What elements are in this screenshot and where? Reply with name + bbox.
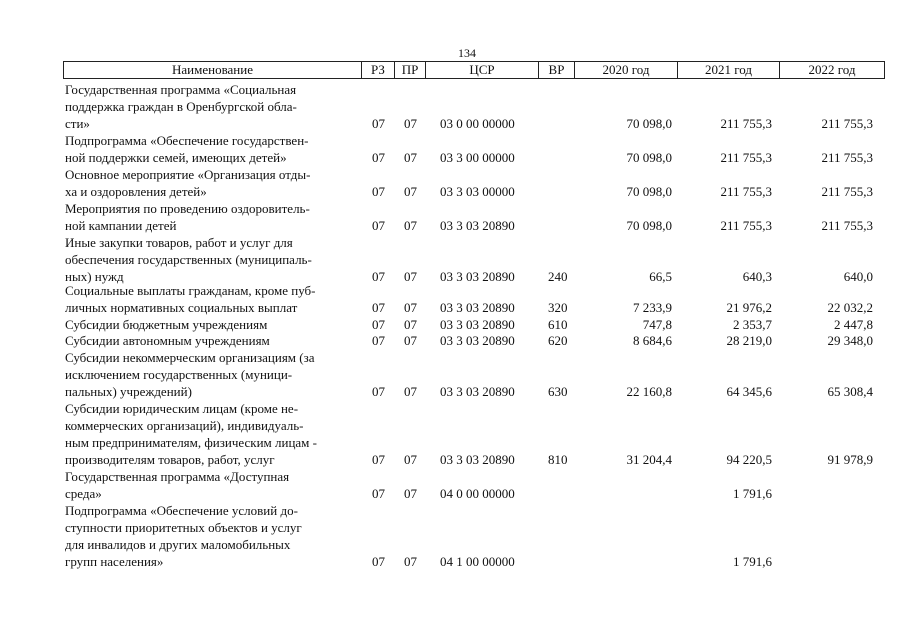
row-csr: 03 3 03 20890 — [440, 384, 515, 399]
row-2021: 1 791,6 — [733, 554, 772, 569]
row-rz: 07 — [372, 452, 385, 467]
row-vr: 240 — [548, 269, 568, 284]
table-header — [63, 61, 885, 79]
row-csr: 03 3 03 20890 — [440, 333, 515, 348]
row-name: Иные закупки товаров, работ и услуг для обеспечения государственных (муниципаль- ных) нужд — [65, 235, 312, 284]
row-vr: 620 — [548, 333, 568, 348]
row-rz: 07 — [372, 269, 385, 284]
table-row — [0, 468, 905, 502]
row-csr: 03 3 03 00000 — [440, 184, 515, 199]
table-row — [0, 316, 905, 333]
row-rz: 07 — [372, 384, 385, 399]
row-2021: 640,3 — [742, 269, 772, 284]
row-pr: 07 — [404, 218, 417, 233]
row-name: Государственная программа «Доступная среда» — [65, 469, 290, 501]
header-vr: ВР — [548, 62, 565, 77]
page-number: 134 — [458, 46, 476, 60]
row-vr: 630 — [548, 384, 568, 399]
row-rz: 07 — [372, 333, 385, 348]
row-2021: 21 976,2 — [726, 300, 772, 315]
row-2020: 70 098,0 — [626, 218, 672, 233]
table-row — [0, 166, 905, 200]
row-pr: 07 — [404, 150, 417, 165]
row-name: Основное мероприятие «Организация отды- ха и оздоровления детей» — [65, 167, 311, 199]
row-pr: 07 — [404, 333, 417, 348]
row-pr: 07 — [404, 317, 417, 332]
row-pr: 07 — [404, 116, 417, 131]
table-row — [0, 132, 905, 166]
row-2021: 1 791,6 — [733, 486, 772, 501]
row-rz: 07 — [372, 317, 385, 332]
row-2022: 211 755,3 — [821, 150, 873, 165]
row-name: Социальные выплаты гражданам, кроме пуб- личных нормативных социальных выплат — [65, 283, 316, 315]
table-row — [0, 81, 905, 132]
row-csr: 03 3 03 20890 — [440, 317, 515, 332]
row-csr: 03 3 03 20890 — [440, 269, 515, 284]
row-csr: 04 0 00 00000 — [440, 486, 515, 501]
row-pr: 07 — [404, 184, 417, 199]
row-2020: 70 098,0 — [626, 150, 672, 165]
row-rz: 07 — [372, 116, 385, 131]
row-pr: 07 — [404, 554, 417, 569]
row-2022: 640,0 — [843, 269, 873, 284]
table-row — [0, 282, 905, 316]
row-pr: 07 — [404, 384, 417, 399]
row-2020: 22 160,8 — [626, 384, 672, 399]
row-rz: 07 — [372, 184, 385, 199]
row-2021: 28 219,0 — [726, 333, 772, 348]
row-csr: 03 3 03 20890 — [440, 452, 515, 467]
row-vr: 810 — [548, 452, 568, 467]
row-2021: 211 755,3 — [720, 218, 772, 233]
row-name: Подпрограмма «Обеспечение условий до- ступности приоритетных объектов и услуг для инвалидов и других маломобильных групп населения» — [65, 503, 302, 569]
row-2020: 7 233,9 — [633, 300, 672, 315]
row-vr: 610 — [548, 317, 568, 332]
row-rz: 07 — [372, 300, 385, 315]
row-2020: 31 204,4 — [626, 452, 672, 467]
row-2022: 2 447,8 — [834, 317, 873, 332]
table-row — [0, 502, 905, 570]
row-name: Субсидии бюджетным учреждениям — [65, 317, 268, 332]
row-name: Субсидии автономным учреждениям — [65, 333, 270, 348]
row-2020: 8 684,6 — [633, 333, 672, 348]
row-2022: 211 755,3 — [821, 218, 873, 233]
header-2022: 2022 год — [808, 62, 856, 77]
row-2021: 211 755,3 — [720, 184, 772, 199]
row-2022: 29 348,0 — [827, 333, 873, 348]
row-2021: 211 755,3 — [720, 150, 772, 165]
table-row — [0, 349, 905, 400]
row-rz: 07 — [372, 150, 385, 165]
row-2022: 65 308,4 — [827, 384, 873, 399]
row-name: Субсидии юридическим лицам (кроме не- коммерческих организаций), индивидуаль- ным предпринимателям, физическим лицам - производителям товаров, работ, услуг — [65, 401, 317, 467]
table-row — [0, 400, 905, 468]
row-2022: 22 032,2 — [827, 300, 873, 315]
row-2021: 2 353,7 — [733, 317, 772, 332]
row-csr: 03 0 00 00000 — [440, 116, 515, 131]
header-2021: 2021 год — [705, 62, 752, 77]
header-pr: ПР — [401, 62, 419, 77]
row-2020: 70 098,0 — [626, 184, 672, 199]
row-pr: 07 — [404, 269, 417, 284]
row-name: Субсидии некоммерческим организациям (за исключением государственных (муници- пальных) учреждений) — [65, 350, 315, 399]
row-2020: 66,5 — [649, 269, 672, 284]
row-name: Подпрограмма «Обеспечение государствен- ной поддержки семей, имеющих детей» — [65, 133, 309, 165]
table-row — [0, 200, 905, 234]
row-2021: 211 755,3 — [720, 116, 772, 131]
row-pr: 07 — [404, 452, 417, 467]
row-2022: 91 978,9 — [827, 452, 873, 467]
row-pr: 07 — [404, 486, 417, 501]
row-2020: 70 098,0 — [626, 116, 672, 131]
header-2020: 2020 год — [602, 62, 650, 77]
row-2021: 94 220,5 — [726, 452, 772, 467]
table-row — [0, 332, 905, 349]
row-2020: 747,8 — [642, 317, 672, 332]
row-csr: 03 3 00 00000 — [440, 150, 515, 165]
header-csr: ЦСР — [469, 62, 495, 77]
header-rz: РЗ — [371, 62, 385, 77]
row-name: Государственная программа «Социальная поддержка граждан в Оренбургской обла- сти» — [65, 82, 297, 131]
row-rz: 07 — [372, 554, 385, 569]
row-rz: 07 — [372, 486, 385, 501]
row-name: Мероприятия по проведению оздоровитель- ной кампании детей — [65, 201, 310, 233]
row-2022: 211 755,3 — [821, 184, 873, 199]
row-csr: 03 3 03 20890 — [440, 218, 515, 233]
row-vr: 320 — [548, 300, 568, 315]
row-2021: 64 345,6 — [726, 384, 772, 399]
header-name: Наименование — [172, 62, 253, 77]
row-pr: 07 — [404, 300, 417, 315]
row-csr: 04 1 00 00000 — [440, 554, 515, 569]
table-row — [0, 234, 905, 285]
row-rz: 07 — [372, 218, 385, 233]
row-csr: 03 3 03 20890 — [440, 300, 515, 315]
row-2022: 211 755,3 — [821, 116, 873, 131]
